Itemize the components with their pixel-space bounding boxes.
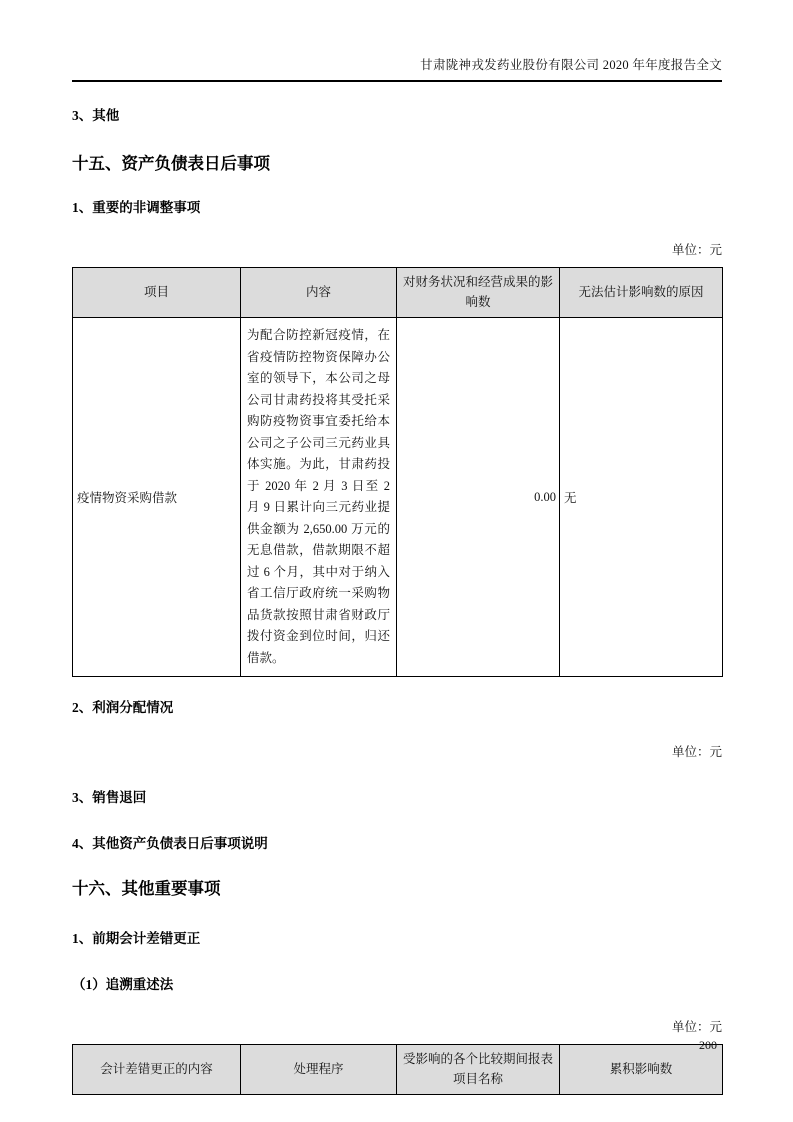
table-cell-item: 疫情物资采购借款 (73, 318, 241, 677)
subsection-heading-prior-period-error-correction: 1、前期会计差错更正 (72, 931, 201, 946)
table-header-cumulative-impact: 累积影响数 (560, 1045, 723, 1095)
table-header-affected-items: 受影响的各个比较期间报表项目名称 (397, 1045, 560, 1095)
table-header-correction-content: 会计差错更正的内容 (73, 1045, 241, 1095)
table-cell-content: 为配合防控新冠疫情，在省疫情防控物资保障办公室的领导下，本公司之母公司甘肃药投将其受托采购防疫物资事宜委托给本公司之子公司三元药业具体实施。为此，甘肃药投于 2020 年 2 月 3 日至 2 月 9 日累计向三元药业提供金额为 2,650.00 万元的无息借款，借款期限不超过 6 个月，其中对于纳入省工信厅政府统一采购物品货款按照甘肃省财政厅拨付资金到位时间，归还借款。 (241, 318, 397, 677)
table-cell-reason: 无 (560, 318, 723, 677)
subsection-heading-other-balance-sheet-events: 4、其他资产负债表日后事项说明 (72, 836, 268, 851)
table-cell-impact: 0.00 (397, 318, 560, 677)
table-header-reason: 无法估计影响数的原因 (560, 268, 723, 318)
subsection-heading-sales-returns: 3、销售退回 (72, 790, 147, 805)
section-heading-15-balance-sheet-events: 十五、资产负债表日后事项 (72, 154, 270, 173)
section-heading-3-other: 3、其他 (72, 108, 120, 123)
subsection-heading-retrospective-restatement: （1）追溯重述法 (72, 977, 174, 992)
unit-label: 单位：元 (671, 243, 722, 257)
table-header-row (73, 268, 723, 318)
unit-label: 单位：元 (671, 1020, 722, 1034)
table-header-item: 项目 (73, 268, 241, 318)
subsection-heading-profit-distribution: 2、利润分配情况 (72, 700, 174, 715)
table-row (73, 318, 723, 677)
page-number: 200 (699, 1038, 717, 1052)
table-header-procedure: 处理程序 (241, 1045, 397, 1095)
table-header-row (73, 1045, 723, 1095)
non-adjusting-events-table (72, 267, 723, 677)
subsection-heading-important-non-adjusting-events: 1、重要的非调整事项 (72, 200, 201, 215)
accounting-error-correction-table (72, 1044, 723, 1095)
section-heading-16-other-important-matters: 十六、其他重要事项 (72, 879, 221, 898)
unit-label: 单位：元 (671, 745, 722, 759)
document-header: 甘肃陇神戎发药业股份有限公司 2020 年年度报告全文 (72, 55, 722, 82)
table-header-impact: 对财务状况和经营成果的影响数 (397, 268, 560, 318)
table-header-content: 内容 (241, 268, 397, 318)
